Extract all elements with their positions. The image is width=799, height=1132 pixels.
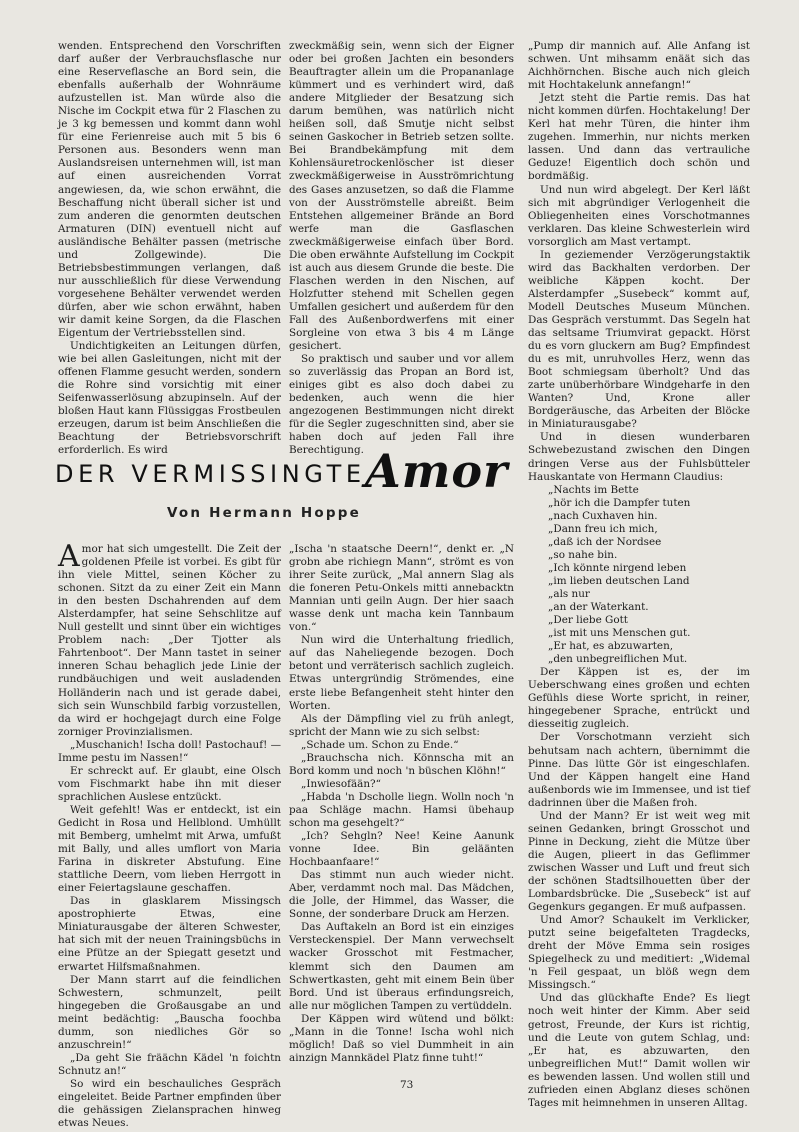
- column-1-top: [58, 40, 281, 458]
- paragraph: Weit gefehlt! Was er entdeckt, ist ein Gedicht in Rosa und Hellblond. Umhüllt mit Bemberg, umhelmt mit Arwa, umfußt mit Bally, und alles umflort von Maria Farina in diskreter Abstufung. Eine stattliche Deern, vom lieben Herrgott in einer Feiertagslaune geschaffen.: [58, 803, 281, 895]
- verse-line: „ist mit uns Menschen gut.: [548, 627, 691, 640]
- verse-line: „Dann freu ich mich,: [548, 522, 658, 535]
- article-byline: Von Hermann Hoppe: [167, 505, 361, 521]
- paragraph: Undichtigkeiten an Leitungen dürfen, wie bei allen Gasleitungen, nicht mit der offenen Flamme gesucht werden, sondern die Rohre sind vorsichtig mit einer Seifenwasserlösung abzupinseln. Auf der bloßen Haut kann Flüssiggas Frostbeulen erzeugen, darum ist beim Anschließen die Beachtung der Betriebsvorschrift erforderlich. Es wird: [58, 340, 281, 457]
- paragraph: Der Käppen ist es, der im Ueberschwang eines großen und echten Gefühls diese Worte spricht, in reiner, hingegebener Sprache, entrückt und diesseitig zugleich.: [528, 666, 750, 731]
- column-3-intro: [528, 40, 750, 484]
- verse-line: „im lieben deutschen Land: [548, 574, 690, 587]
- column-1-article: [58, 539, 281, 1130]
- drop-cap: A: [58, 539, 80, 574]
- verse-line: „Der liebe Gott: [548, 614, 628, 627]
- verse-line: „als nur: [548, 587, 590, 600]
- paragraph: Als der Dämpfling viel zu früh anlegt, spricht der Mann wie zu sich selbst:: [289, 712, 514, 738]
- verse-line: „Er hat, es abzuwarten,: [548, 640, 674, 653]
- verse-line: „den unbegreiflichen Mut.: [548, 653, 688, 666]
- paragraph: „Habda 'n Dscholle liegn. Wolln noch 'n paa Schläge machn. Hamsi übehaup schon ma gesehgelt?“: [289, 790, 514, 829]
- paragraph: Der Vorschotmann verzieht sich behutsam nach achtern, übernimmt die Pinne. Das lütte Gör ist eingeschlafen. Und der Käppen hangelt eine Hand außenbords wie im Immensee, und ist tief dadrinnen über die Maßen froh.: [528, 731, 750, 809]
- column-3: [528, 40, 750, 1110]
- article-title-amor: Amor: [365, 444, 509, 498]
- paragraph: Das in glasklarem Missingsch apostrophierte Etwas, eine Miniaturausgabe der älteren Schwester, hat sich mit der neuen Trainingsbüchs in eine Pfütze an der Spiegatt gesetzt und erwartet Hilfsmaßnahmen.: [58, 895, 281, 973]
- paragraph: Das stimmt nun auch wieder nicht. Aber, verdammt noch mal. Das Mädchen, die Jolle, der Himmel, das Wasser, die Sonne, der sonderbare Druck am Herzen.: [289, 869, 514, 921]
- paragraph: So praktisch und sauber und vor allem so zuverlässig das Propan an Bord ist, einiges gibt es also doch dabei zu bedenken, auch wenn die hier angezogenen Bestimmungen nicht direkt für die Segler zugeschnitten sind, aber sie haben doch auf jeden Fall ihre Berechtigung.: [289, 353, 514, 457]
- paragraph: Und das glückhafte Ende? Es liegt noch weit hinter der Kimm. Aber seid getrost, Freunde, der Kurs ist richtig, und die Leute von gutem Schlag, und: „Er hat, es abzuwarten, den unbegreiflichen Mut!“ Damit wollen wir es bewenden lassen. Und wollen still und zufrieden einen Abglanz dieses schönen Tages mit heimnehmen in unseren Alltag.: [528, 992, 750, 1109]
- article-lead-paragraph: [58, 539, 281, 739]
- column-2-article: [289, 543, 514, 1065]
- paragraph: Er schreckt auf. Er glaubt, eine Olsch vom Fischmarkt habe ihn mit dieser sprachlichen Auslese entzückt.: [58, 764, 281, 803]
- verse-line: „daß ich der Nordsee: [548, 535, 662, 548]
- paragraph: Der Mann starrt auf die feindlichen Schwestern, schmunzelt, peilt hingegeben die Großausgabe an und meint bedächtig: „Bauscha foochba dumm, son niedliches Gör so anzuschrein!“: [58, 973, 281, 1051]
- verse-line: „hör ich die Dampfer tuten: [548, 496, 691, 509]
- paragraph: Und der Mann? Er ist weit weg mit seinen Gedanken, bringt Grosschot und Pinne in Deckung, zieht die Mütze über die Augen, plieert in das Geflimmer zwischen Wasser und Luft und freut sich der schönen Stadtsilhouetten über der Lombardsbrücke. Die „Susebeck“ ist auf Gegenkurs gegangen. Er muß aufpassen.: [528, 809, 750, 914]
- paragraph: wenden. Entsprechend den Vorschriften darf außer der Verbrauchsflasche nur eine Reserveflasche an Bord sein, die ebenfalls außerhalb der Wohnräume aufzustellen ist. Man würde also die Nische im Cockpit etwa für 2 Flaschen zu je 3 kg bemessen und kommt dann wohl für eine Ferienreise auch mit 5 bis 6 Personen aus. Besonders wenn man Auslandsreisen unternehmen will, ist man auf einen ausreichenden Vorrat angewiesen, da, wie schon erwähnt, die Beschaffung nicht überall sicher ist und zum anderen die genormten deutschen Armaturen (DIN) eventuell nicht auf ausländische Behälter passen (metrische und Zollgewinde). Die Betriebsbestimmungen verlangen, daß nur ausschließlich für diese Verwendung vorgesehene Behälter verwendet werden dürfen, aber wie schon erwähnt, haben wir damit keine Sorgen, da die Flaschen Eigentum der Vertriebsstellen sind.: [58, 40, 281, 340]
- verse-line: „Nachts im Bette: [548, 483, 639, 496]
- paragraph: zweckmäßig sein, wenn sich der Eigner oder bei großen Jachten ein besonders Beauftragter allein um die Propananlage kümmert und es verhindert wird, daß andere Mitglieder der Besatzung sich darum bemühen, was natürlich nicht heißen soll, daß Smutje nicht selbst seinen Gaskocher in Betrieb setzen sollte. Bei Brandbekämpfung mit dem Kohlensäuretrockenlöscher ist dieser zweckmäßigerweise in Ausströmrichtung des Gases anzusetzen, so daß die Flamme von der Ausströmstelle abreißt. Beim Entstehen allgemeiner Brände an Bord werfe man die Gasflaschen zweckmäßigerweise einfach über Bord. Die oben erwähnte Aufstellung im Cockpit ist auch aus diesem Grunde die beste. Die Flaschen werden in den Nischen, auf Holzfutter stehend mit Schellen gegen Umfallen gesichert und außerdem für den Fall des Außenbordwerfens mit einer Sorgleine von etwa 3 bis 4 m Länge gesichert.: [289, 40, 514, 353]
- lead-text: mor hat sich umgestellt. Die Zeit der goldenen Pfeile ist vorbei. Es gibt für ihn viele Mittel, seinen Köcher zu schonen. Sitzt da zu einer Zeit ein Mann in den besten Dschahrenden auf dem Alsterdampfer, hat seine Sehschlitze auf Null gestellt und sinnt über ein wichtiges Problem nach: „Der Tjotter als Fahrtenboot“. Der Mann tastet in seiner inneren Schau behaglich jede Linie der rundbäuchigen und weit ausladenden Holländerin nach und ist gerade dabei, sich sein Wunschbild farbig vorzustellen, da wird er hochgejagt durch eine Folge zorniger Provinzialismen.: [58, 543, 281, 738]
- paragraph: „Muschanich! Ischa doll! Pastochauf! — Imme pestu im Nassen!“: [58, 738, 281, 764]
- paragraph: Und in diesen wunderbaren Schwebezustand zwischen den Dingen dringen Verse aus der Fuhlsbütteler Hauskantate von Hermann Claudius:: [528, 431, 750, 483]
- article-heading: [55, 444, 525, 532]
- paragraph: „Inwiesofään?“: [301, 777, 381, 790]
- column-2-top: [289, 40, 514, 458]
- paragraph: Und Amor? Schaukelt im Verklicker, putzt seine beigefalteten Tragdecks, dreht der Möve Emma sein rosiges Spiegelheck zu und meditiert: „Widemal 'n Feil gespaat, un blöß wegn dem Missingsch.“: [528, 914, 750, 992]
- claudius-verse: [528, 484, 750, 667]
- verse-line: „nach Cuxhaven hin.: [548, 509, 658, 522]
- column-1-article-body: [58, 739, 281, 1130]
- verse-line: „an der Waterkant.: [548, 601, 649, 614]
- verse-line: „so nahe bin.: [548, 548, 618, 561]
- article-title: DER VERMISSINGTE: [55, 460, 366, 488]
- paragraph: Jetzt steht die Partie remis. Das hat nicht kommen dürfen. Hochtakelung! Der Kerl hat mehr Türen, die hinter ihm zugehen. Immerhin, nur nichts merken lassen. Und dann das vertrauliche Geduze! Eigentlich doch schön und bordmäßig.: [528, 92, 750, 183]
- page-number: 73: [400, 1079, 414, 1091]
- paragraph: „Ich? Sehgln? Nee! Keine Aanunk vonne Idee. Bin geläänten Hochbaanfaare!“: [289, 830, 514, 869]
- verse-line: „Ich könnte nirgend leben: [548, 561, 687, 574]
- paragraph: So wird ein beschauliches Gespräch eingeleitet. Beide Partner empfinden über die gehässigen Zielansprachen hinweg etwas Neues.: [58, 1077, 281, 1130]
- paragraph: „Brauchscha nich. Könnscha mit an Bord komm und noch 'n büschen Klöhn!“: [289, 751, 514, 777]
- paragraph: „Da geht Sie fräächn Kädel 'n foichtn Schnutz an!“: [58, 1051, 281, 1077]
- paragraph: Und nun wird abgelegt. Der Kerl läßt sich mit abgründiger Verlogenheit die Obliegenheiten eines Vorschotmannes verklaren. Das kleine Schwesterlein wird vorsorglich am Mast vertampt.: [528, 183, 750, 248]
- paragraph: Das Auftakeln an Bord ist ein einziges Versteckenspiel. Der Mann verwechselt wacker Grosschot mit Festmacher, klemmt sich den Daumen am Schwertkasten, geht mit einem Bein über Bord. Und ist überaus erfindungsreich, alle nur möglichen Tampen zu vertüddeln.: [289, 921, 514, 1012]
- paragraph: „Pump dir mannich auf. Alle Anfang ist schwen. Unt mihsamm enäät sich das Aichhörnchen. Bische auch nich gleich mit Hochtakelunk annefangn!“: [528, 40, 750, 92]
- paragraph: Der Käppen wird wütend und bölkt: „Mann in die Tonne! Ischa wohl nich möglich! Daß so viel Dummheit in ain ainzign Mannkädel Platz finne tuht!“: [289, 1012, 514, 1064]
- column-3-ending: [528, 666, 750, 1110]
- paragraph: In geziemender Verzögerungstaktik wird das Backhalten verdorben. Der weibliche Käppen kocht. Der Alsterdampfer „Susebeck“ kommt auf, Modell Deutsches Museum München. Das Gespräch verstummt. Das Segeln hat das seltsame Triumvirat gepackt. Hörst du es vorn gluckern am Bug? Empfindest du es mit, unruhvolles Herz, wenn das Boot schmiegsam überholt? Und das zarte unüberhörbare Windgeharfe in den Wanten? Und, Krone aller Bordgeräusche, das Arbeiten der Blöcke in Miniaturausgabe?: [528, 248, 750, 431]
- paragraph: „Ischa 'n staatsche Deern!“, denkt er. „N grobn abe richiegn Mann“, strömt es von ihrer Seite zurück, „Mal annern Slag als die foneren Petu-Onkels mitti annebacktn Mannian unti geiln Augn. Der hier saach wasse denk unt macha kein Tannbaum von.“: [289, 543, 514, 634]
- paragraph: Nun wird die Unterhaltung friedlich, auf das Naheliegende bezogen. Doch betont und verräterisch sachlich zugleich. Etwas untergründig Strömendes, eine erste liebe Befangenheit steht hinter den Worten.: [289, 634, 514, 712]
- paragraph: „Schade um. Schon zu Ende.“: [301, 738, 459, 751]
